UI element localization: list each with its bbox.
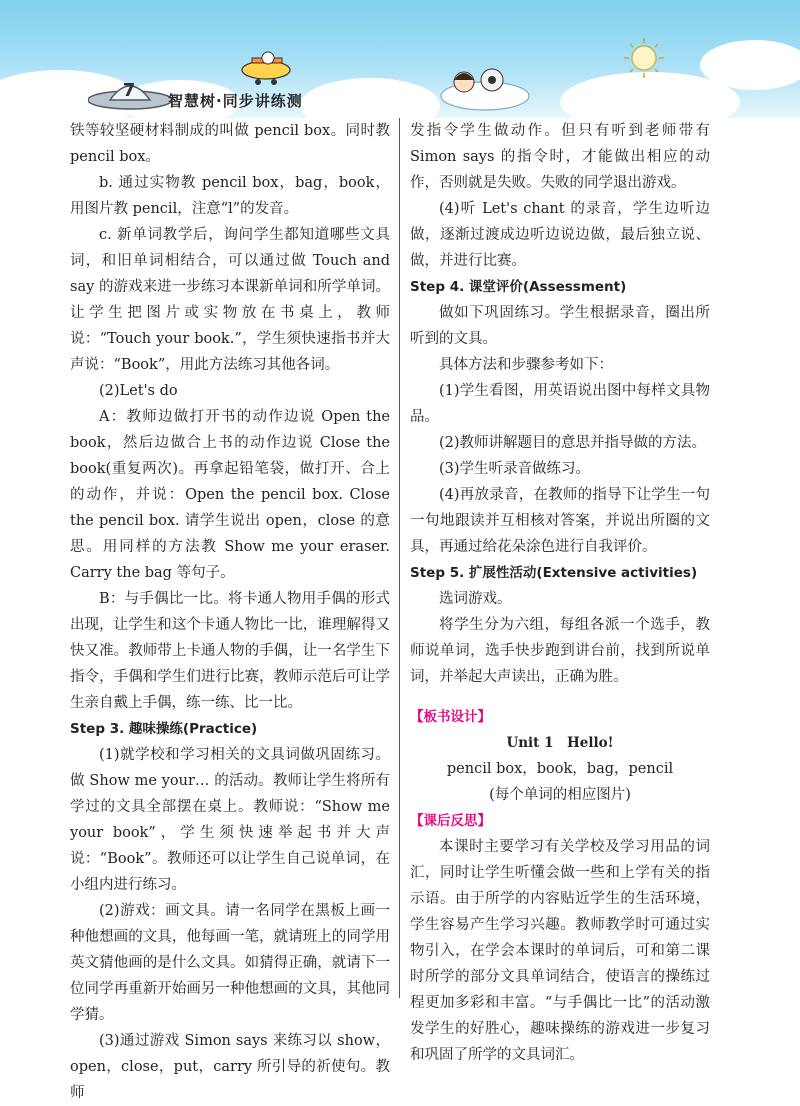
paragraph: 做如下巩固练习。学生根据录音，圈出所听到的文具。 [410, 305, 710, 347]
paragraph: (1)就学校和学习相关的文具词做巩固练习。做 Show me your… 的活动。教师让学生将所有学过的文具全部摆在桌上。教师说：“Show me your book”，学生须快速举起书并大声说：“Book”。教师还可以让学生自己说单词，在小组内进行练习。 [70, 747, 390, 893]
page-number: 7 [122, 80, 136, 101]
section-tag-board-design: 【板书设计】 [410, 709, 491, 725]
board-note: (每个单词的相应图片) [489, 787, 631, 803]
step-heading: Step 3. 趣味操练(Practice) [70, 721, 258, 737]
right-column [410, 118, 710, 1068]
left-column [70, 118, 390, 1106]
paragraph: 具体方法和步骤参考如下： [439, 357, 613, 373]
paragraph: c. 新单词教学后，询问学生都知道哪些文具词，和旧单词相结合，可以通过做 Touch and say 的游戏来进一步练习本课新单词和所学单词。让学生把图片或实物放在书桌上，教师说：“Touch your book.”，学生须快速指书并大声说：“Book”，用此方法练习其他各词。 [70, 227, 390, 373]
paragraph: 本课时主要学习有关学校及学习用品的词汇，同时让学生听懂会做一些和上学有关的指示语。由于所学的内容贴近学生的生活环境，学生容易产生学习兴趣。教师教学时可通过实物引入，在学会本课时的单词后，可和第二课时所学的部分文具单词结合，使语言的操练过程更加多彩和丰富。“与手偶比一比”的活动激发学生的好胜心，趣味操练的游戏进一步复习和巩固了所学的文具词汇。 [410, 839, 710, 1063]
board-title: Unit 1 Hello! [506, 735, 614, 751]
step-heading: Step 4. 课堂评价(Assessment) [410, 279, 627, 295]
paragraph: 将学生分为六组，每组各派一个选手，教师说单词，选手快步跑到讲台前，找到所说单词，并举起大声读出，正确为胜。 [410, 617, 710, 685]
kids-cloud-cartoon-icon [440, 60, 530, 112]
board-words: pencil box，book，bag，pencil [446, 761, 674, 777]
paragraph: (4)听 Let's chant 的录音，学生边听边做，逐渐过渡成边听边说边做，最后独立说、做，并进行比赛。 [410, 201, 710, 269]
subheading: (2)Let's do [99, 383, 178, 399]
paragraph: (3)学生听录音做练习。 [439, 461, 591, 477]
paragraph: (1)学生看图，用英语说出图中每样文具物品。 [410, 383, 710, 425]
paragraph: (2)游戏：画文具。请一名同学在黑板上画一种他想画的文具，他每画一笔，就请班上的同学用英文猜他画的是什么文具。如猜得正确，就请下一位同学再重新开始画另一种他想画的文具，其他同学猜。 [70, 903, 390, 1023]
paragraph: B：与手偶比一比。将卡通人物用手偶的形式出现，让学生和这个卡通人物比一比，谁理解得又快又准。教师带上卡通人物的手偶，让一名学生下指令，手偶和学生们进行比赛，教师示范后可让学生亲自戴上手偶，练一练、比一比。 [70, 591, 390, 711]
paragraph: 发指令学生做动作。但只有听到老师带有 Simon says 的指令时，才能做出相应的动作，否则就是失败。失败的同学退出游戏。 [410, 123, 710, 191]
airplane-cartoon-icon [232, 44, 298, 88]
paragraph: (2)教师讲解题目的意思并指导做的方法。 [439, 435, 707, 451]
series-title: 智慧树·同步讲练测 [168, 92, 303, 110]
paragraph: (3)通过游戏 Simon says 来练习以 show，open，close，put，carry 所引导的祈使句。教师 [70, 1033, 390, 1101]
column-divider [399, 118, 400, 998]
section-tag-reflection: 【课后反思】 [410, 813, 491, 829]
sun-icon [622, 36, 666, 80]
paragraph: (4)再放录音，在教师的指导下让学生一句一句地跟读并互相核对答案，并说出所圈的文具，再通过给花朵涂色进行自我评价。 [410, 487, 710, 555]
header-banner [0, 0, 800, 118]
paragraph: b. 通过实物教 pencil box，bag，book，用图片教 pencil，注意“l”的发音。 [70, 175, 390, 217]
paragraph: 选词游戏。 [439, 591, 512, 607]
paragraph: A：教师边做打开书的动作边说 Open the book，然后边做合上书的动作边说 Close the book(重复两次)。再拿起铅笔袋，做打开、合上的动作，并说：Open the pencil box. Close the pencil box. 请学生说出 open，close 的意思。用同样的方法教 Show me your eraser. Carry the bag 等句子。 [70, 409, 390, 581]
paragraph: 铁等较坚硬材料制成的叫做 pencil box。同时教 pencil box。 [70, 123, 390, 165]
step-heading: Step 5. 扩展性活动(Extensive activities) [410, 565, 698, 581]
